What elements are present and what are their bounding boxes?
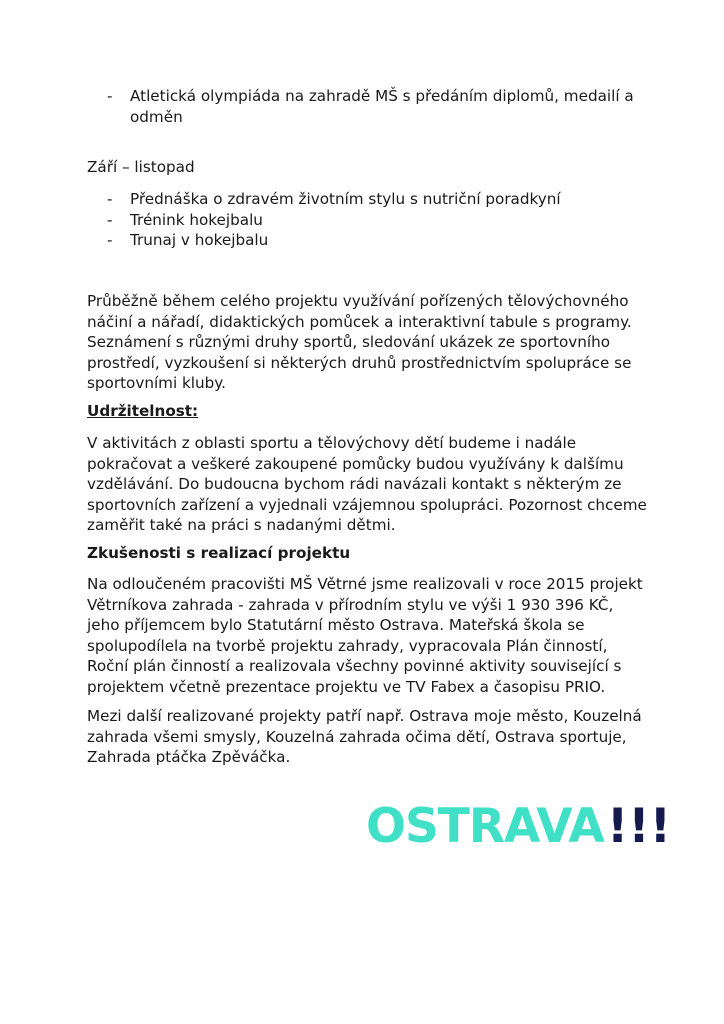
heading-experience: Zkušenosti s realizací projektu	[87, 544, 351, 562]
list-dash: -	[107, 210, 113, 229]
ostrava-logo	[366, 799, 672, 854]
list-item	[87, 230, 647, 251]
heading-sustainability: Udržitelnost:	[87, 402, 199, 420]
paragraph-ongoing: Průběžně během celého projektu využívání pořízených tělovýchovného náčiní a nářadí, didaktických pomůcek a interaktivní tabule s programy. Seznámení s různými druhy sportů, sledování ukázek ze sportovního prostředí, vyzkoušení si některých druhů prostřednictvím spolupráce se sportovními kluby.	[87, 292, 632, 393]
list-dash: -	[107, 87, 113, 105]
activity-list-autumn	[87, 189, 647, 251]
list-item	[87, 189, 647, 210]
list-item-text: Atletická olympiáda na zahradě MŠ s předáním diplomů, medailí a odměn	[130, 87, 634, 126]
list-item	[87, 210, 647, 231]
list-item-text: Přednáška o zdravém životním stylu s nutriční poradkyní	[130, 190, 561, 208]
section-period-heading: Září – listopad	[87, 158, 195, 176]
list-dash: -	[107, 231, 113, 250]
logo-word: OSTRAVA	[366, 799, 604, 854]
paragraph-experience: Na odloučeném pracovišti MŠ Větrné jsme realizovali v roce 2015 projekt Větrníkova zahrada - zahrada v přírodním stylu ve výši 1 930 396 KČ, jeho příjemcem bylo Statutární město Ostrava. Mateřská škola se spolupodílela na tvorbě projektu zahrady, vypracovala Plán činností, Roční plán činností a realizovala všechny povinné aktivity související s projektem včetně prezentace projektu ve TV Fabex a časopisu PRIO.	[87, 575, 643, 696]
paragraph-other-projects: Mezi další realizované projekty patří např. Ostrava moje město, Kouzelná zahrada všemi smysly, Kouzelná zahrada očima dětí, Ostrava sportuje, Zahrada ptáčka Zpěváčka.	[87, 707, 642, 767]
logo-exclamations: !!!	[606, 799, 672, 854]
list-item-text: Trénink hokejbalu	[130, 210, 263, 229]
paragraph-sustainability: V aktivitách z oblasti sportu a tělovýchovy dětí budeme i nadále pokračovat a veškeré zakoupené pomůcky budou využívány k dalšímu vzdělávání. Do budoucna bychom rádi navázali kontakt s některým ze sportovních zařízení a vyjednali vzájemnou spolupráci. Pozornost chceme zaměřit také na práci s nadanými dětmi.	[87, 434, 647, 535]
list-item-text: Trunaj v hokejbalu	[130, 231, 269, 250]
list-dash: -	[107, 190, 113, 208]
list-item	[87, 86, 647, 127]
activity-list-summer	[87, 86, 647, 127]
